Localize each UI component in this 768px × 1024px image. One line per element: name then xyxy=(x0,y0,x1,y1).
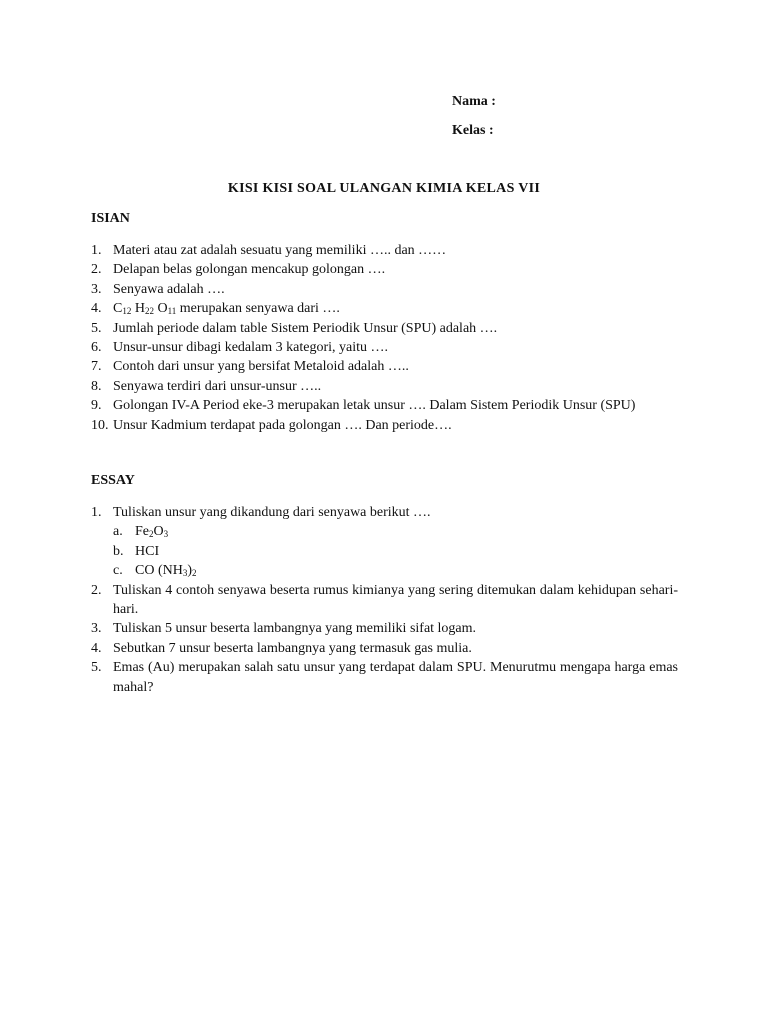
question-number: 8. xyxy=(91,378,102,394)
question-number: 6. xyxy=(91,340,102,356)
question-number: 10. xyxy=(91,417,109,433)
isian-question xyxy=(91,280,678,299)
compound-sub-item xyxy=(113,561,678,580)
essay-question-list xyxy=(91,503,678,697)
chemical-formula: CO $(NH_3)_2$ xyxy=(135,563,197,579)
isian-question xyxy=(91,416,678,435)
question-text: Senyawa terdiri dari unsur-unsur ….. xyxy=(113,378,322,394)
question-text: Tuliskan unsur yang dikandung dari senyawa berikut …. xyxy=(113,505,431,520)
question-text: Contoh dari unsur yang bersifat Metaloid adalah ….. xyxy=(113,359,409,375)
question-number: 2. xyxy=(91,582,102,598)
question-text: Delapan belas golongan mencakup golongan …. xyxy=(113,262,386,278)
isian-question xyxy=(91,377,678,396)
isian-heading: ISIAN xyxy=(91,211,130,226)
essay-heading: ESSAY xyxy=(91,473,135,488)
question-text: Emas (Au) merupakan salah satu unsur yang terdapat dalam SPU. Menurutmu mengapa harga emas mahal? xyxy=(113,660,678,695)
question-text: Unsur Kadmium terdapat pada golongan …. Dan periode…. xyxy=(113,417,452,433)
question-number: 1. xyxy=(91,505,102,520)
essay-question xyxy=(91,581,678,620)
question-text: Tuliskan 5 unsur beserta lambangnya yang memiliki sifat logam. xyxy=(113,621,477,637)
essay-question xyxy=(91,639,678,658)
question-number: 4. xyxy=(91,301,102,317)
question-number: 5. xyxy=(91,320,102,336)
isian-question xyxy=(91,319,678,338)
isian-question xyxy=(91,260,678,279)
question-number: 3. xyxy=(91,281,102,297)
sub-letter: a. xyxy=(113,524,123,540)
question-text: Sebutkan 7 unsur beserta lambangnya yang termasuk gas mulia. xyxy=(113,640,472,656)
question-text: Jumlah periode dalam table Sistem Periodik Unsur (SPU) adalah …. xyxy=(113,320,498,336)
chemical-formula: $C_{12}$ $H_{22}$ $O_{11}$ xyxy=(113,301,177,317)
question-number: 4. xyxy=(91,640,102,656)
document-title: KISI KISI SOAL ULANGAN KIMIA KELAS VII xyxy=(227,181,541,196)
isian-question-list xyxy=(91,241,678,435)
isian-question xyxy=(91,338,678,357)
compound-sub-item xyxy=(113,522,678,541)
question-number: 2. xyxy=(91,262,102,278)
essay-question xyxy=(91,658,678,697)
question-text: $C_{12}$ $H_{22}$ $O_{11}$ merupakan senyawa dari …. xyxy=(113,301,340,317)
question-number: 5. xyxy=(91,660,102,676)
question-number: 1. xyxy=(91,243,102,258)
sub-letter: b. xyxy=(113,543,124,559)
compound-sub-list xyxy=(113,522,678,580)
isian-question xyxy=(91,299,678,318)
isian-question xyxy=(91,357,678,376)
question-number: 3. xyxy=(91,621,102,637)
isian-question xyxy=(91,241,678,260)
compound-sub-item xyxy=(113,542,678,561)
question-number: 7. xyxy=(91,359,102,375)
essay-question xyxy=(91,619,678,638)
question-text: Golongan IV-A Period eke-3 merupakan letak unsur …. Dalam Sistem Periodik Unsur (SPU) xyxy=(113,398,636,414)
student-identity-block xyxy=(452,92,496,150)
chemical-formula: $Fe_2O_3$ xyxy=(135,524,169,540)
nama-label: Nama : xyxy=(452,94,496,109)
question-number: 9. xyxy=(91,398,102,414)
question-text: Senyawa adalah …. xyxy=(113,281,225,297)
kelas-label: Kelas : xyxy=(452,123,494,138)
isian-question xyxy=(91,396,678,415)
chemical-formula: HCI xyxy=(135,543,160,559)
question-text: Materi atau zat adalah sesuatu yang memiliki ….. dan …… xyxy=(113,243,447,258)
question-text: Unsur-unsur dibagi kedalam 3 kategori, yaitu …. xyxy=(113,340,388,356)
question-text: Tuliskan 4 contoh senyawa beserta rumus kimianya yang sering ditemukan dalam kehidupan sehari-hari. xyxy=(113,582,678,618)
essay-question xyxy=(91,503,678,581)
sub-letter: c. xyxy=(113,563,123,579)
